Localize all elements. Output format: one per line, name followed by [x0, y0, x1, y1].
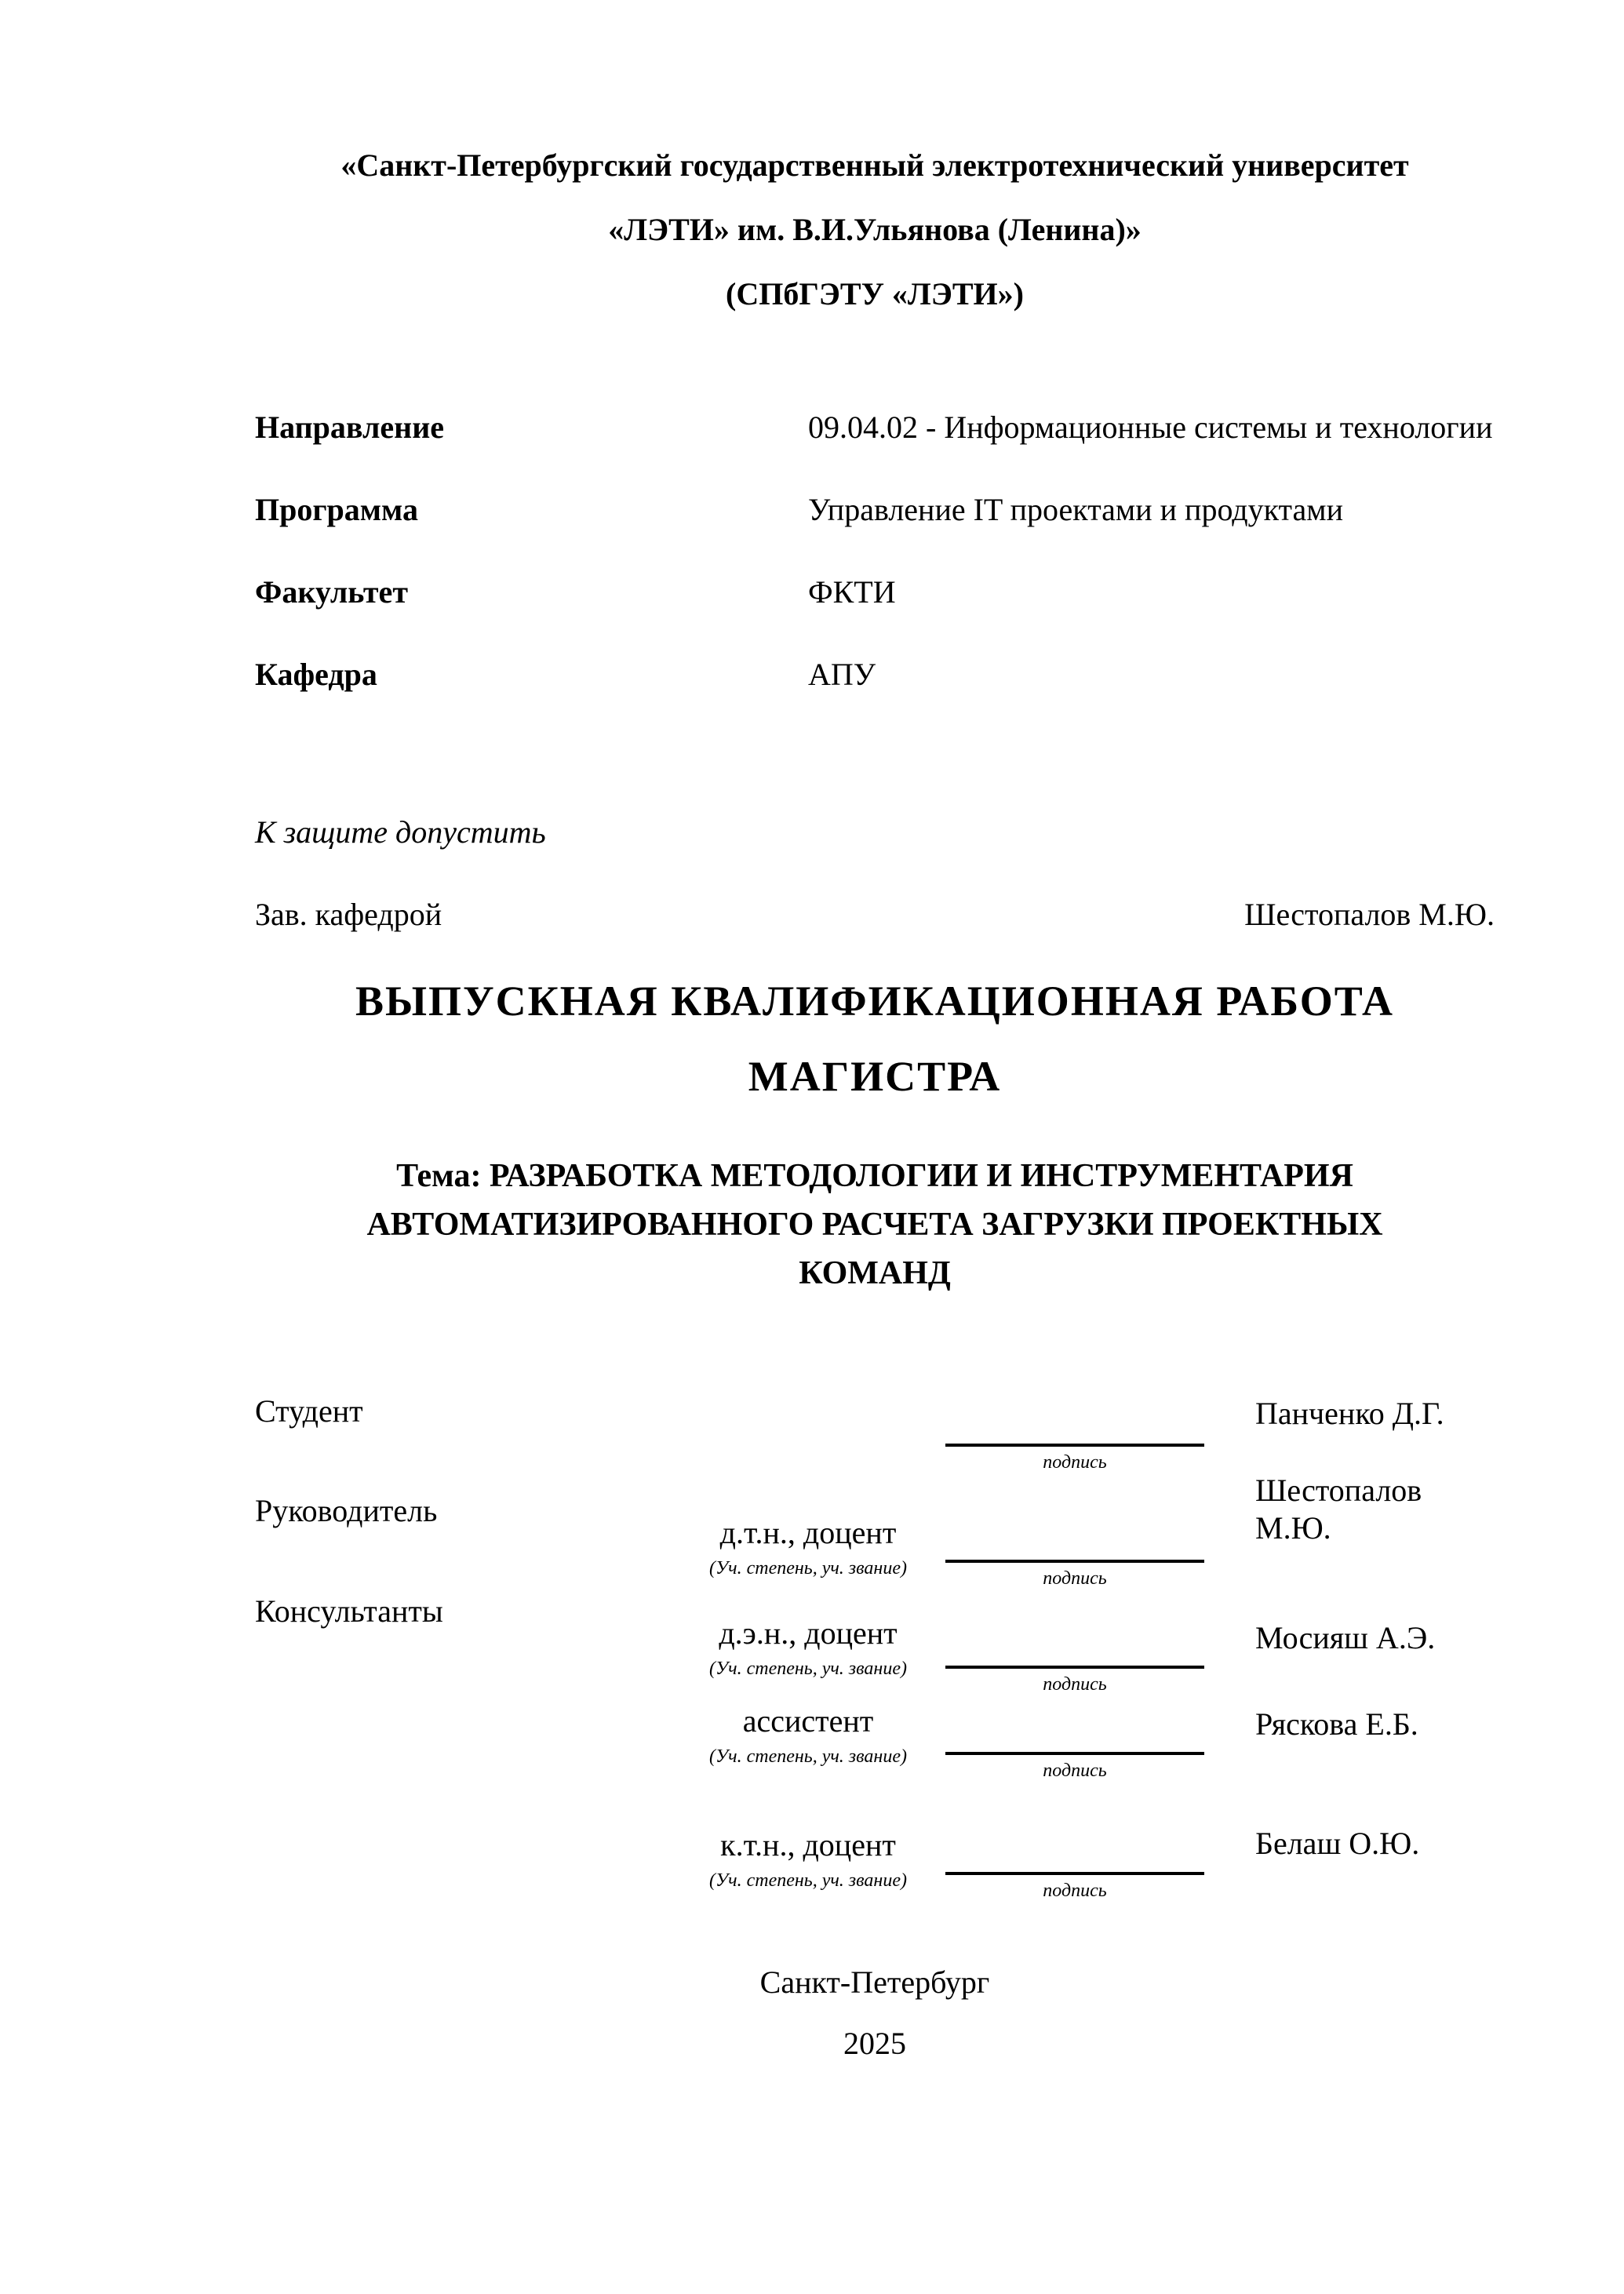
degree-supervisor: [679, 1515, 938, 1579]
field-value-direction: 09.04.02 - Информационные системы и технологии: [808, 410, 1493, 445]
name-consultant-2: Ряскова Е.Б.: [1255, 1706, 1418, 1742]
degree-text: д.э.н., доцент: [719, 1615, 898, 1651]
field-label-department: Кафедра: [255, 657, 377, 692]
admission-note: К защите допустить: [255, 814, 546, 850]
signature-rule: [945, 1666, 1204, 1669]
name-supervisor: Шестопалов М.Ю.: [1255, 1473, 1422, 1546]
field-label-direction: Направление: [255, 410, 444, 445]
signature-line-student: [945, 1444, 1204, 1473]
footer-year: 2025: [843, 2026, 906, 2061]
signature-line-supervisor: [945, 1560, 1204, 1589]
signature-caption: подпись: [1043, 1674, 1107, 1695]
name-consultant-3: Белаш О.Ю.: [1255, 1826, 1420, 1861]
role-label-consultants: Консультанты: [255, 1593, 443, 1629]
name-student: Панченко Д.Г.: [1255, 1396, 1444, 1431]
signature-caption: подпись: [1043, 1568, 1107, 1589]
degree-caption: (Уч. степень, уч. звание): [709, 1558, 907, 1578]
signature-caption: подпись: [1043, 1452, 1107, 1473]
role-label-student: Студент: [255, 1393, 363, 1429]
degree-caption: (Уч. степень, уч. звание): [709, 1659, 907, 1679]
work-theme-line1: Тема: РАЗРАБОТКА МЕТОДОЛОГИИ И ИНСТРУМЕНТАРИЯ: [396, 1158, 1353, 1194]
field-value-program: Управление IT проектами и продуктами: [808, 492, 1343, 527]
degree-caption: (Уч. степень, уч. звание): [709, 1870, 907, 1891]
department-head-name: Шестопалов М.Ю.: [1244, 897, 1495, 932]
signature-line-consultant-3: [945, 1872, 1204, 1902]
field-label-faculty: Факультет: [255, 574, 408, 610]
degree-consultant-1: [679, 1615, 938, 1680]
signature-rule: [945, 1752, 1204, 1755]
signature-caption: подпись: [1043, 1881, 1107, 1901]
signature-caption: подпись: [1043, 1761, 1107, 1781]
degree-caption: (Уч. степень, уч. звание): [709, 1746, 907, 1767]
degree-consultant-3: [679, 1827, 938, 1892]
work-theme-line3: КОМАНД: [799, 1255, 951, 1291]
degree-consultant-2: [679, 1703, 938, 1768]
name-consultant-1: Мосияш А.Э.: [1255, 1620, 1436, 1655]
footer-city: Санкт-Петербург: [759, 1964, 990, 2000]
university-name-line1: «Санкт-Петербургский государственный электротехнический университет: [340, 147, 1409, 183]
signature-line-consultant-1: [945, 1666, 1204, 1695]
degree-text: ассистент: [742, 1703, 874, 1739]
field-label-program: Программа: [255, 492, 418, 527]
degree-text: к.т.н., доцент: [720, 1827, 896, 1863]
university-name-line3: (СПбГЭТУ «ЛЭТИ»): [726, 276, 1024, 311]
signature-rule: [945, 1872, 1204, 1875]
signature-rule: [945, 1560, 1204, 1563]
degree-text: д.т.н., доцент: [719, 1515, 897, 1550]
field-value-department: АПУ: [808, 657, 876, 692]
work-title-line2: МАГИСТРА: [748, 1053, 1002, 1100]
role-label-supervisor: Руководитель: [255, 1493, 438, 1528]
work-title-line1: ВЫПУСКНАЯ КВАЛИФИКАЦИОННАЯ РАБОТА: [355, 978, 1395, 1025]
footer: [255, 1952, 1495, 2074]
field-value-faculty: ФКТИ: [808, 574, 896, 610]
department-head-label: Зав. кафедрой: [255, 897, 442, 932]
university-name-line2: «ЛЭТИ» им. В.И.Ульянова (Ленина)»: [608, 212, 1142, 247]
signature-rule: [945, 1444, 1204, 1447]
work-theme-line2: АВТОМАТИЗИРОВАННОГО РАСЧЕТА ЗАГРУЗКИ ПРОЕКТНЫХ: [366, 1207, 1383, 1243]
signature-line-consultant-2: [945, 1752, 1204, 1782]
